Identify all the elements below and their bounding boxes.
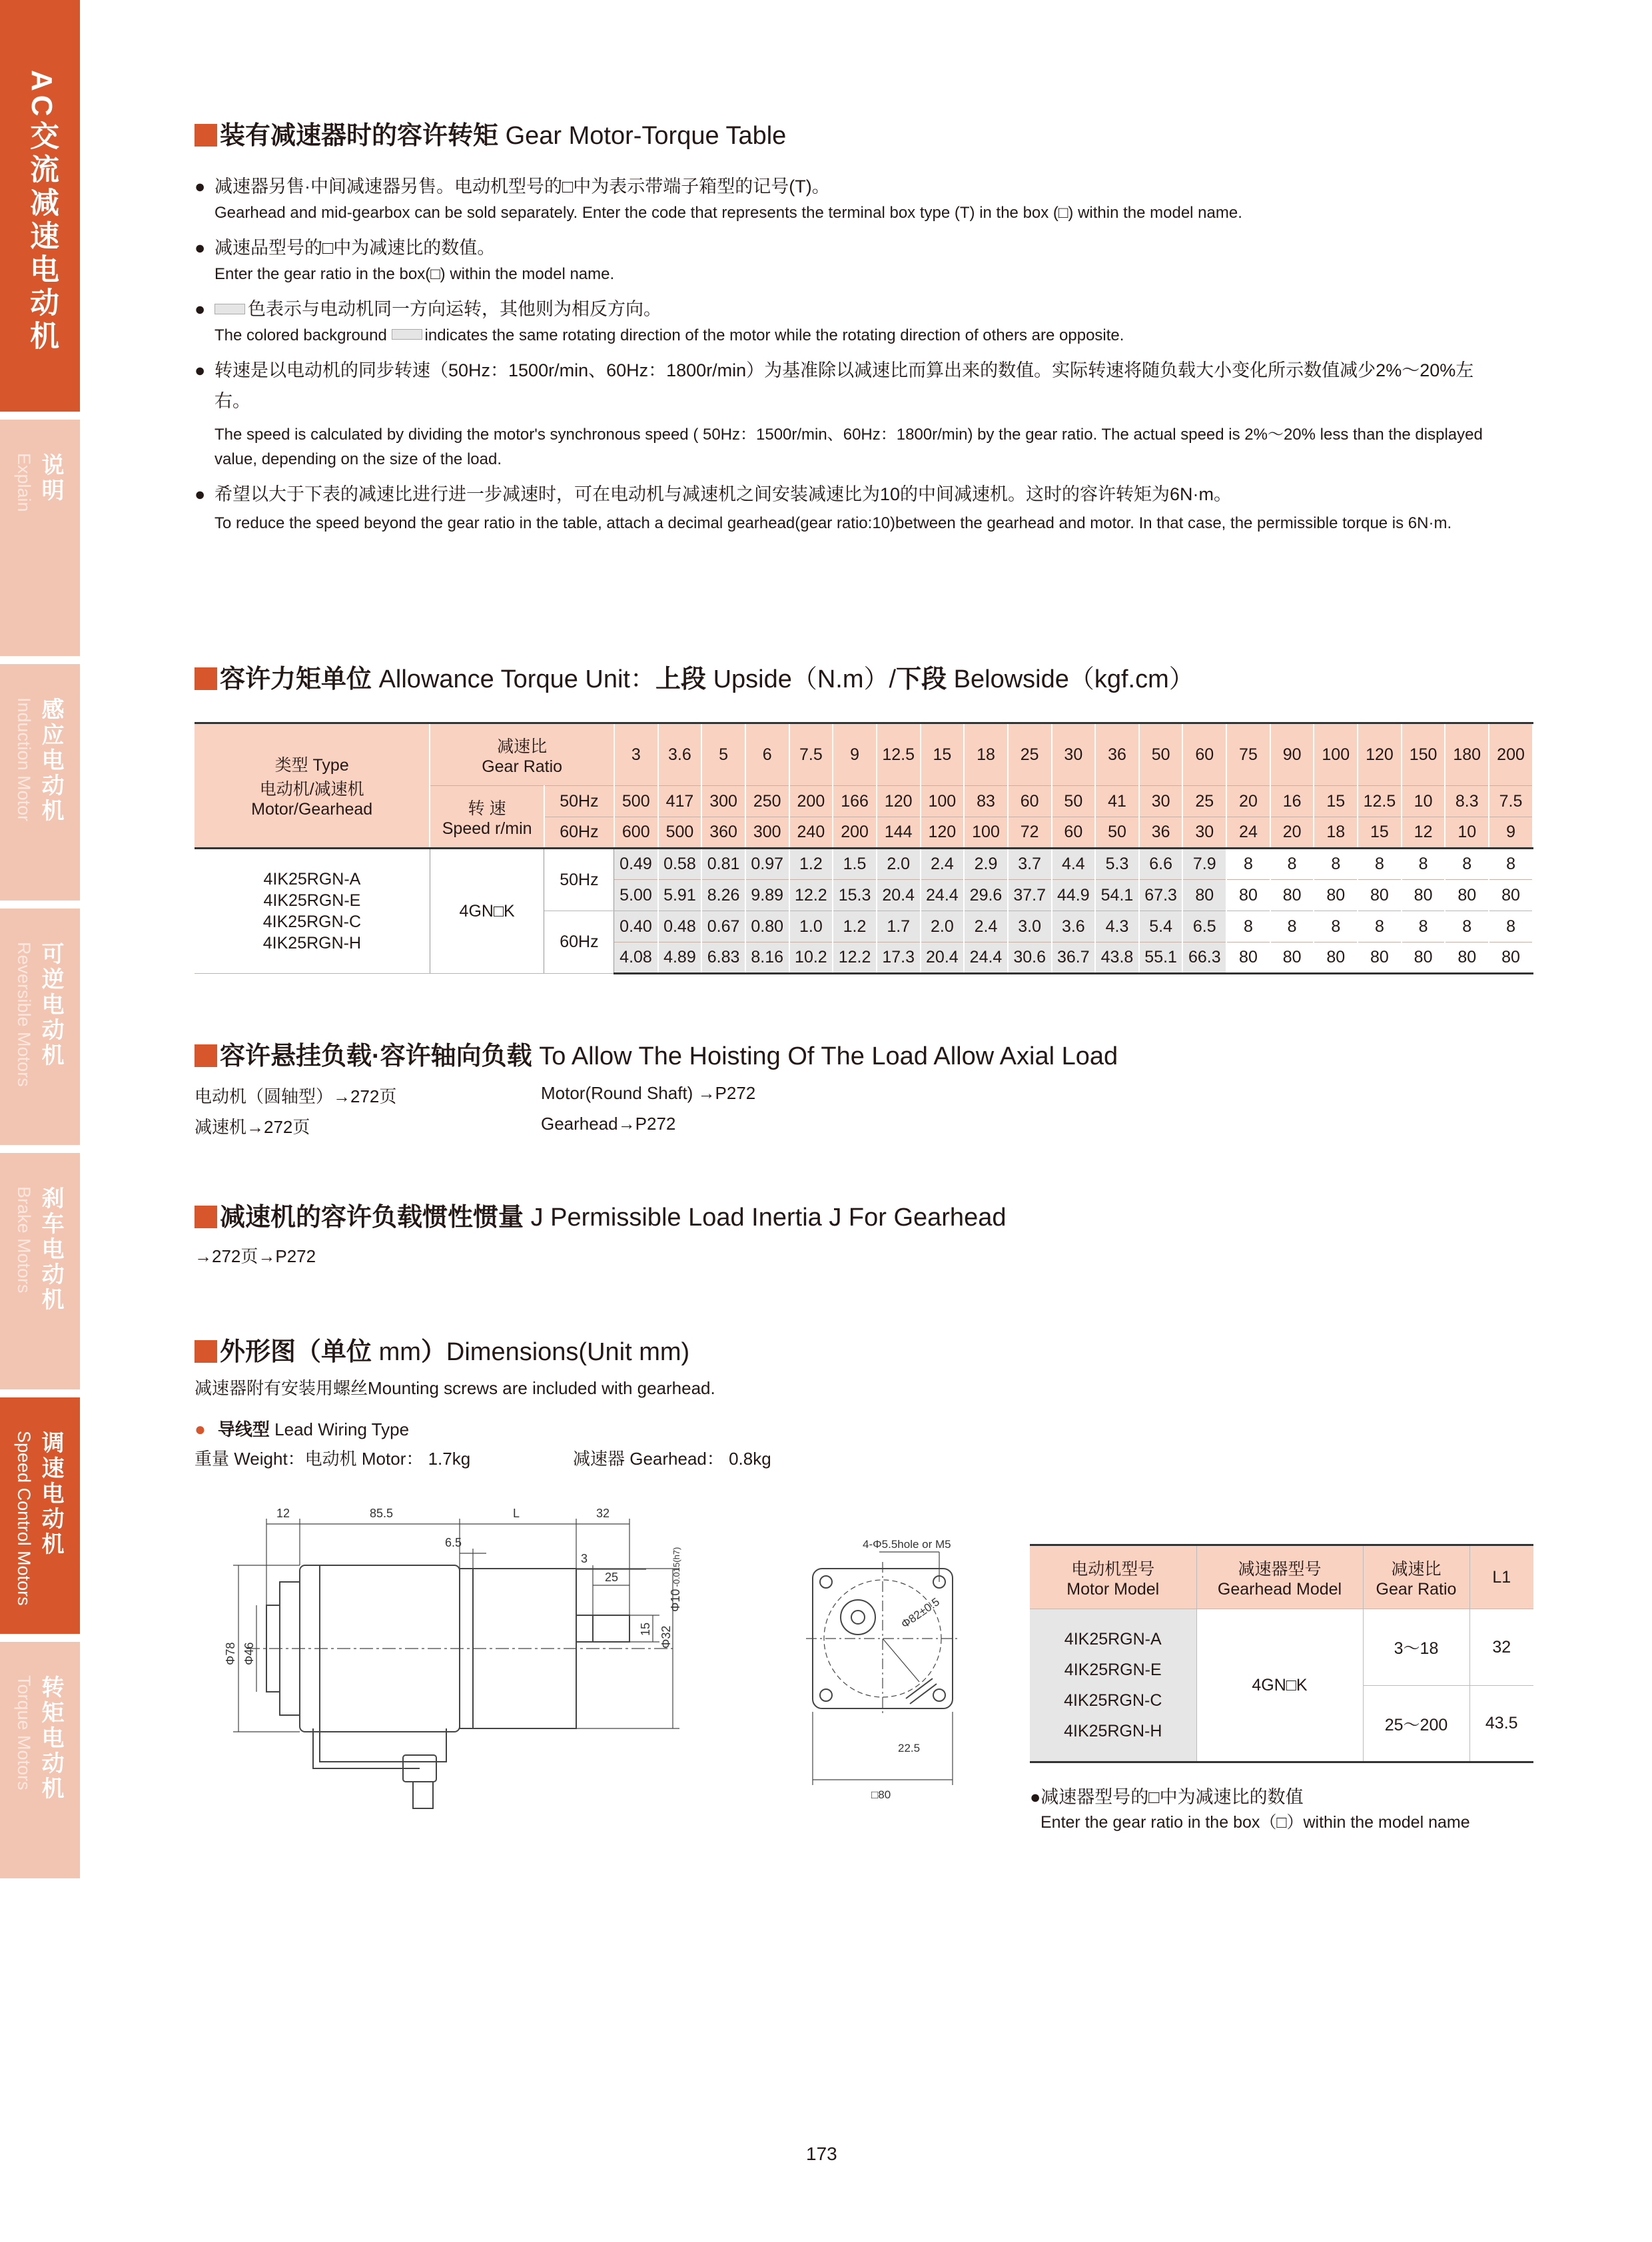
dim-pcd: Φ82±0.5 — [899, 1595, 942, 1631]
speed-cell: 10 — [1445, 817, 1489, 849]
section-marker — [195, 124, 217, 147]
torque-cell: 0.40 — [614, 911, 658, 942]
gear-ratio-cell: 200 — [1489, 723, 1533, 786]
gear-ratio-cell: 6 — [745, 723, 789, 786]
gear-ratio-cell: 15 — [921, 723, 965, 786]
torque-cell: 30.6 — [1008, 942, 1052, 974]
torque-cell: 12.2 — [789, 880, 833, 911]
dim-phi10: Φ10-0.015(h7) — [669, 1547, 682, 1612]
torque-cell: 4.89 — [658, 942, 702, 974]
speed-hz-50: 50Hz — [544, 786, 614, 817]
speed-cell: 9 — [1489, 817, 1533, 849]
dim-12: 12 — [276, 1507, 290, 1520]
torque-cell: 80 — [1402, 942, 1446, 974]
torque-cell: 80 — [1182, 880, 1226, 911]
speed-cell: 8.3 — [1445, 786, 1489, 817]
bullet-1-en: Gearhead and mid-gearbox can be sold separately. Enter the code that represents the terminal box type (T) in the box (□) within the model name. — [214, 204, 1242, 222]
dim-32: 32 — [596, 1507, 610, 1520]
speed-cell: 200 — [789, 786, 833, 817]
dimensions-note: 减速器附有安装用螺丝Mounting screws are included with gearhead. — [195, 1378, 715, 1398]
section-marker — [195, 1340, 217, 1363]
torque-cell: 17.3 — [877, 942, 921, 974]
torque-cell: 0.49 — [614, 849, 658, 880]
gear-ratio-header: 减速比 Gear Ratio — [430, 723, 614, 786]
sidebar-tab-zh: 说明 — [38, 453, 63, 504]
speed-hz-60: 60Hz — [544, 817, 614, 849]
speed-cell: 300 — [701, 786, 745, 817]
torque-cell: 2.0 — [921, 911, 965, 942]
torque-cell: 3.6 — [1052, 911, 1096, 942]
speed-cell: 10 — [1402, 786, 1446, 817]
sidebar-tab-zh: 可逆电动机 — [38, 942, 63, 1068]
torque-cell: 80 — [1489, 880, 1533, 911]
front-view-drawing — [793, 1519, 993, 1812]
sidebar-tab-speed-control[interactable] — [0, 1397, 80, 1634]
section-marker — [195, 1044, 217, 1067]
torque-cell: 80 — [1358, 942, 1402, 974]
speed-cell: 15 — [1358, 817, 1402, 849]
speed-header: 转 速 Speed r/min — [430, 786, 544, 849]
sidebar-tab-en: Brake Motors — [14, 1186, 34, 1294]
torque-cell: 5.4 — [1139, 911, 1183, 942]
torque-cell: 0.48 — [658, 911, 702, 942]
speed-cell: 200 — [833, 817, 877, 849]
speed-cell: 15 — [1314, 786, 1358, 817]
torque-cell: 80 — [1445, 880, 1489, 911]
sidebar-tab-explain[interactable] — [0, 420, 80, 656]
color-swatch — [214, 304, 245, 314]
speed-cell: 60 — [1052, 817, 1096, 849]
torque-cell: 5.91 — [658, 880, 702, 911]
sidebar-main-title — [0, 0, 80, 412]
speed-cell: 144 — [877, 817, 921, 849]
model-header-gear: 减速器型号 Gearhead Model — [1196, 1545, 1363, 1609]
torque-cell: 80 — [1445, 942, 1489, 974]
torque-cell: 43.8 — [1095, 942, 1139, 974]
speed-cell: 72 — [1008, 817, 1052, 849]
section-title-dimensions: 外形图（单位 mm）Dimensions(Unit mm) — [195, 1331, 689, 1367]
sidebar-tab-torque[interactable] — [0, 1642, 80, 1878]
torque-cell: 0.81 — [701, 849, 745, 880]
torque-cell: 44.9 — [1052, 880, 1096, 911]
sidebar-tab-reversible[interactable] — [0, 909, 80, 1145]
section-title-en: Gear Motor-Torque Table — [505, 122, 787, 150]
wiring-type: ● 导线型 Lead Wiring Type — [195, 1419, 410, 1439]
section-title-torque — [195, 115, 786, 151]
model-l1-2: 43.5 — [1469, 1686, 1533, 1762]
torque-hz-50: 50Hz — [544, 849, 614, 911]
torque-cell: 6.6 — [1139, 849, 1183, 880]
sidebar-tab-zh: 刹车电动机 — [38, 1186, 63, 1313]
bullet-3-en: The colored background indicates the same rotating direction of the motor while the rotating direction of others are opposite. — [214, 326, 1124, 344]
speed-cell: 417 — [658, 786, 702, 817]
sidebar — [0, 0, 80, 2242]
gear-ratio-cell: 25 — [1008, 723, 1052, 786]
section-title-inertia: 减速机的容许负载惯性惯量 J Permissible Load Inertia J For Gearhead — [195, 1196, 1006, 1233]
bullet-2-en: Enter the gear ratio in the box(□) within the model name. — [214, 265, 615, 283]
torque-cell: 29.6 — [964, 880, 1008, 911]
bullet-5-en: To reduce the speed beyond the gear ratio in the table, attach a decimal gearhead(gear ratio:10)between the gearhead and motor. In that case, the permissible torque is 6N·m. — [214, 514, 1452, 532]
torque-cell: 6.83 — [701, 942, 745, 974]
torque-cell: 8 — [1358, 911, 1402, 942]
torque-cell: 0.67 — [701, 911, 745, 942]
torque-cell: 8 — [1445, 911, 1489, 942]
torque-cell: 1.7 — [877, 911, 921, 942]
model-gearhead: 4GN□K — [1196, 1609, 1363, 1762]
dim-angle: 22.5 — [898, 1742, 921, 1754]
bullet-4-en: The speed is calculated by dividing the motor's synchronous speed ( 50Hz：1500r/min、60Hz：1800r/min) by the gear ratio. The actual speed is 2%～20% less than the displayed — [214, 426, 1483, 444]
torque-cell: 37.7 — [1008, 880, 1052, 911]
model-list: 4IK25RGN-A 4IK25RGN-E 4IK25RGN-C 4IK25RGN-H — [1030, 1609, 1196, 1762]
torque-hz-60: 60Hz — [544, 911, 614, 974]
model-note-en: Enter the gear ratio in the box（□）within the model name — [1040, 1813, 1470, 1832]
speed-cell: 36 — [1139, 817, 1183, 849]
side-view-drawing — [220, 1499, 773, 1818]
torque-cell: 2.4 — [964, 911, 1008, 942]
torque-cell: 4.4 — [1052, 849, 1096, 880]
torque-cell: 8 — [1445, 849, 1489, 880]
torque-cell: 20.4 — [921, 942, 965, 974]
torque-cell: 2.4 — [921, 849, 965, 880]
speed-cell: 300 — [745, 817, 789, 849]
gear-ratio-cell: 60 — [1182, 723, 1226, 786]
torque-cell: 2.0 — [877, 849, 921, 880]
motor-model-list: 4IK25RGN-A 4IK25RGN-E 4IK25RGN-C 4IK25RGN-H — [195, 849, 430, 974]
speed-cell: 50 — [1052, 786, 1096, 817]
dim-3: 3 — [581, 1552, 588, 1565]
sidebar-tab-en: Explain — [14, 453, 34, 512]
speed-cell: 7.5 — [1489, 786, 1533, 817]
speed-cell: 24 — [1226, 817, 1270, 849]
section-marker — [195, 667, 217, 690]
model-l1-1: 32 — [1469, 1609, 1533, 1686]
speed-cell: 250 — [745, 786, 789, 817]
bullet-4-en-cont: value, depending on the size of the load. — [214, 450, 502, 468]
torque-cell: 8 — [1270, 911, 1314, 942]
torque-cell: 7.9 — [1182, 849, 1226, 880]
gear-ratio-cell: 18 — [964, 723, 1008, 786]
torque-cell: 1.5 — [833, 849, 877, 880]
torque-cell: 24.4 — [964, 942, 1008, 974]
dim-15: 15 — [639, 1622, 652, 1636]
sidebar-tab-brake[interactable] — [0, 1153, 80, 1389]
torque-cell: 80 — [1270, 880, 1314, 911]
torque-cell: 8 — [1358, 849, 1402, 880]
sidebar-tab-induction[interactable] — [0, 664, 80, 901]
torque-cell: 8.26 — [701, 880, 745, 911]
gear-ratio-cell: 12.5 — [877, 723, 921, 786]
gear-ratio-cell: 3 — [614, 723, 658, 786]
speed-cell: 600 — [614, 817, 658, 849]
gear-ratio-cell: 180 — [1445, 723, 1489, 786]
gear-ratio-cell: 150 — [1402, 723, 1446, 786]
torque-cell: 66.3 — [1182, 942, 1226, 974]
torque-cell: 8 — [1489, 849, 1533, 880]
speed-cell: 166 — [833, 786, 877, 817]
torque-cell: 8 — [1226, 911, 1270, 942]
gearhead-model: 4GN□K — [430, 849, 544, 974]
torque-cell: 0.97 — [745, 849, 789, 880]
torque-cell: 8 — [1402, 849, 1446, 880]
model-note-zh: ●减速器型号的□中为减速比的数值 — [1030, 1787, 1304, 1807]
torque-cell: 80 — [1226, 880, 1270, 911]
section-marker — [195, 1206, 217, 1228]
gear-ratio-cell: 5 — [701, 723, 745, 786]
section-title-load: 容许悬挂负载·容许轴向负载 To Allow The Hoisting Of The Load Allow Axial Load — [195, 1035, 1118, 1072]
dim-85-5: 85.5 — [370, 1507, 394, 1520]
sidebar-tab-zh: 感应电动机 — [38, 697, 63, 824]
speed-cell: 25 — [1182, 786, 1226, 817]
torque-cell: 20.4 — [877, 880, 921, 911]
speed-cell: 30 — [1182, 817, 1226, 849]
torque-cell: 54.1 — [1095, 880, 1139, 911]
model-header-ratio: 减速比 Gear Ratio — [1363, 1545, 1469, 1609]
torque-cell: 8.16 — [745, 942, 789, 974]
torque-cell: 8 — [1314, 849, 1358, 880]
speed-cell: 41 — [1095, 786, 1139, 817]
speed-cell: 30 — [1139, 786, 1183, 817]
torque-cell: 5.3 — [1095, 849, 1139, 880]
speed-cell: 12.5 — [1358, 786, 1402, 817]
sidebar-tab-en: Reversible Motors — [14, 942, 34, 1087]
dim-hole: 4-Φ5.5hole or M5 — [863, 1538, 951, 1551]
dim-25: 25 — [605, 1571, 619, 1584]
speed-cell: 100 — [921, 786, 965, 817]
dim-square: □80 — [871, 1788, 891, 1801]
torque-cell: 1.2 — [833, 911, 877, 942]
torque-cell: 2.9 — [964, 849, 1008, 880]
load-ref-motor-zh: 电动机（圆轴型）→272页 — [195, 1086, 397, 1106]
gear-ratio-cell: 9 — [833, 723, 877, 786]
speed-cell: 18 — [1314, 817, 1358, 849]
torque-cell: 15.3 — [833, 880, 877, 911]
gear-ratio-cell: 90 — [1270, 723, 1314, 786]
torque-cell: 36.7 — [1052, 942, 1096, 974]
torque-cell: 3.0 — [1008, 911, 1052, 942]
gear-ratio-cell: 100 — [1314, 723, 1358, 786]
torque-cell: 80 — [1314, 942, 1358, 974]
torque-cell: 1.2 — [789, 849, 833, 880]
torque-cell: 8 — [1314, 911, 1358, 942]
torque-cell: 0.58 — [658, 849, 702, 880]
dim-6-5: 6.5 — [445, 1536, 462, 1549]
model-header-l1: L1 — [1469, 1545, 1533, 1609]
torque-cell: 80 — [1489, 942, 1533, 974]
gear-ratio-cell: 30 — [1052, 723, 1096, 786]
torque-cell: 80 — [1402, 880, 1446, 911]
torque-cell: 24.4 — [921, 880, 965, 911]
torque-cell: 3.7 — [1008, 849, 1052, 880]
speed-cell: 500 — [614, 786, 658, 817]
inertia-ref: →272页→P272 — [195, 1246, 316, 1266]
sidebar-tab-zh: 调速电动机 — [38, 1431, 63, 1557]
speed-cell: 16 — [1270, 786, 1314, 817]
speed-cell: 12 — [1402, 817, 1446, 849]
dim-phi78: Φ78 — [224, 1642, 237, 1665]
speed-cell: 83 — [964, 786, 1008, 817]
weight-motor: 重量 Weight：电动机 Motor： 1.7kg — [195, 1449, 471, 1469]
type-header: 类型 Type 电动机/减速机 Motor/Gearhead — [195, 723, 430, 849]
gear-ratio-cell: 50 — [1139, 723, 1183, 786]
gear-ratio-cell: 3.6 — [658, 723, 702, 786]
sidebar-tab-zh: 转矩电动机 — [38, 1675, 63, 1802]
speed-cell: 240 — [789, 817, 833, 849]
torque-cell: 8 — [1489, 911, 1533, 942]
speed-cell: 120 — [877, 786, 921, 817]
torque-cell: 8 — [1402, 911, 1446, 942]
model-header-motor: 电动机型号 Motor Model — [1030, 1545, 1196, 1609]
model-ratio-1: 3～18 — [1363, 1609, 1469, 1686]
page-number: 173 — [806, 2143, 837, 2164]
load-ref-gear-zh: 减速机→272页 — [195, 1117, 310, 1137]
section-title-allowance-torque: 容许力矩单位 Allowance Torque Unit：上段 Upside（N.m）/下段 Belowside（kgf.cm） — [195, 658, 1194, 695]
speed-cell: 50 — [1095, 817, 1139, 849]
torque-cell: 80 — [1358, 880, 1402, 911]
speed-cell: 360 — [701, 817, 745, 849]
torque-cell: 4.3 — [1095, 911, 1139, 942]
torque-cell: 1.0 — [789, 911, 833, 942]
speed-cell: 60 — [1008, 786, 1052, 817]
bullet-4-zh-cont: 右。 — [214, 391, 250, 411]
sidebar-tab-en: Speed Control Motors — [14, 1431, 34, 1606]
torque-cell: 12.2 — [833, 942, 877, 974]
torque-cell: 6.5 — [1182, 911, 1226, 942]
color-swatch — [392, 329, 422, 340]
torque-cell: 8 — [1270, 849, 1314, 880]
torque-cell: 4.08 — [614, 942, 658, 974]
bullet-2-zh: ● 减速品型号的□中为减速比的数值。 — [195, 238, 496, 258]
gear-ratio-cell: 7.5 — [789, 723, 833, 786]
gear-ratio-cell: 120 — [1358, 723, 1402, 786]
speed-cell: 100 — [964, 817, 1008, 849]
torque-cell: 5.00 — [614, 880, 658, 911]
load-ref-gear-en: Gearhead→P272 — [541, 1114, 676, 1134]
torque-cell: 55.1 — [1139, 942, 1183, 974]
sidebar-tab-en: Induction Motor — [14, 697, 34, 822]
gear-ratio-cell: 75 — [1226, 723, 1270, 786]
section-title-zh: 装有减速器时的容许转矩 — [220, 122, 499, 150]
torque-table — [195, 722, 1533, 974]
bullet-5-zh: ● 希望以大于下表的减速比进行进一步减速时，可在电动机与减速机之间安装减速比为10的中间减速机。这时的容许转矩为6N·m。 — [195, 484, 1232, 504]
dim-phi46: Φ46 — [242, 1642, 256, 1665]
speed-cell: 120 — [921, 817, 965, 849]
bullet-3-zh: ● 色表示与电动机同一方向运转，其他则为相反方向。 — [195, 299, 661, 319]
speed-cell: 20 — [1226, 786, 1270, 817]
model-ratio-2: 25～200 — [1363, 1686, 1469, 1762]
weight-gearhead: 减速器 Gearhead： 0.8kg — [573, 1449, 771, 1469]
sidebar-tab-en: Torque Motors — [14, 1675, 34, 1790]
bullet-4-zh: ● 转速是以电动机的同步转速（50Hz：1500r/min、60Hz：1800r/min）为基准除以减速比而算出来的数值。实际转速将随负载大小变化所示数值减少2%～20%左 — [195, 360, 1474, 380]
load-ref-motor-en: Motor(Round Shaft) →P272 — [541, 1083, 756, 1103]
model-table — [1030, 1544, 1533, 1763]
torque-cell: 80 — [1314, 880, 1358, 911]
dim-phi32: Φ32 — [659, 1625, 673, 1649]
torque-cell: 80 — [1226, 942, 1270, 974]
torque-cell: 9.89 — [745, 880, 789, 911]
gear-ratio-cell: 36 — [1095, 723, 1139, 786]
torque-cell: 80 — [1270, 942, 1314, 974]
sidebar-main-label: AC交流减速电动机 — [25, 70, 58, 354]
bullet-1-zh: ● 减速器另售·中间减速器另售。电动机型号的□中为表示带端子箱型的记号(T)。 — [195, 177, 830, 196]
torque-cell: 10.2 — [789, 942, 833, 974]
speed-cell: 500 — [658, 817, 702, 849]
torque-cell: 8 — [1226, 849, 1270, 880]
speed-cell: 20 — [1270, 817, 1314, 849]
torque-cell: 0.80 — [745, 911, 789, 942]
dim-l: L — [513, 1507, 520, 1520]
wiring-bullet-icon: ● — [195, 1419, 206, 1439]
torque-cell: 67.3 — [1139, 880, 1183, 911]
